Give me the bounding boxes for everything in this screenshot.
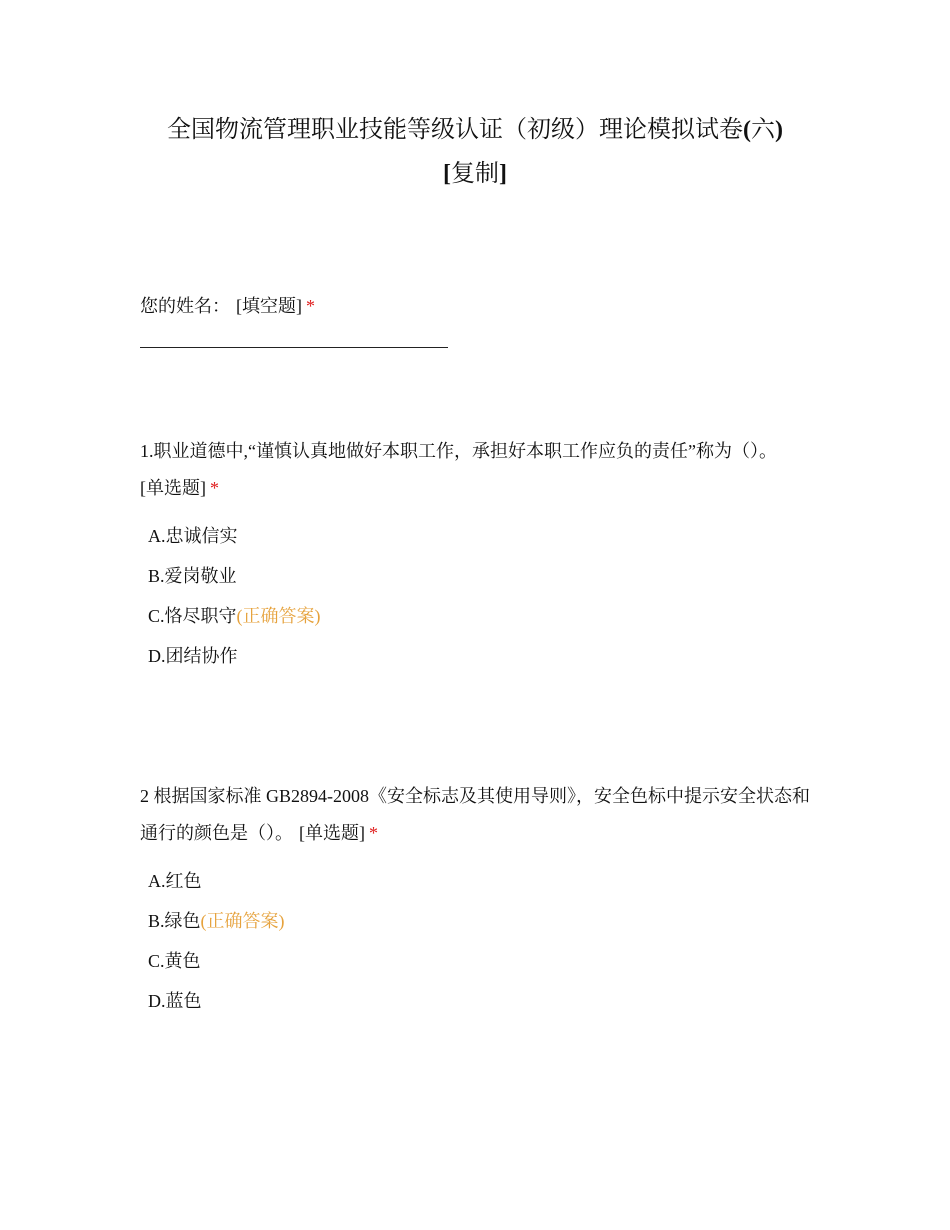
option-label: D.团结协作 — [148, 646, 238, 666]
question-type: [填空题] — [236, 296, 302, 316]
question-1 — [140, 433, 810, 507]
required-mark: * — [306, 296, 315, 316]
option-q1-c[interactable] — [148, 604, 321, 628]
title-line2-close: ] — [499, 161, 507, 187]
title-text: 全国物流管理职业技能等级认证（初级）理论模拟试卷 — [167, 117, 743, 143]
name-label: 您的姓名： — [140, 296, 230, 316]
required-mark: * — [369, 823, 378, 843]
title-suffix-main: 六 — [751, 117, 775, 143]
page-title — [140, 108, 810, 196]
option-label: C.恪尽职守 — [148, 606, 237, 626]
option-q1-b[interactable] — [148, 564, 237, 588]
name-answer-line[interactable] — [140, 347, 448, 348]
option-q1-d[interactable] — [148, 644, 238, 668]
question-1-text: 1.职业道德中,“谨慎认真地做好本职工作，承担好本职工作应负的责任”称为（）。 — [140, 441, 777, 461]
option-q2-d[interactable] — [148, 989, 202, 1013]
option-q2-a[interactable] — [148, 869, 202, 893]
title-suffix-close: ) — [775, 117, 783, 143]
question-2-type: [单选题] — [299, 823, 365, 843]
option-label: A.忠诚信实 — [148, 526, 238, 546]
required-mark: * — [210, 478, 219, 498]
option-label: C.黄色 — [148, 951, 201, 971]
option-q1-a[interactable] — [148, 524, 238, 548]
name-question — [140, 288, 810, 325]
option-label: B.绿色 — [148, 911, 201, 931]
option-q2-c[interactable] — [148, 949, 201, 973]
option-label: A.红色 — [148, 871, 202, 891]
option-label: D.蓝色 — [148, 991, 202, 1011]
option-label: B.爱岗敬业 — [148, 566, 237, 586]
correct-answer-tag: (正确答案) — [236, 606, 321, 626]
title-line2-main: 复制 — [451, 161, 499, 187]
question-2-text: 2 根据国家标准 GB2894-2008《安全标志及其使用导则》，安全色标中提示安全状态和通行的颜色是（）。 — [140, 786, 810, 843]
correct-answer-tag: (正确答案) — [200, 911, 285, 931]
title-line2-open: [ — [443, 161, 451, 187]
option-q2-b[interactable] — [148, 909, 285, 933]
question-1-type: [单选题] — [140, 478, 206, 498]
title-suffix-open: ( — [743, 117, 751, 143]
question-2 — [140, 778, 810, 852]
